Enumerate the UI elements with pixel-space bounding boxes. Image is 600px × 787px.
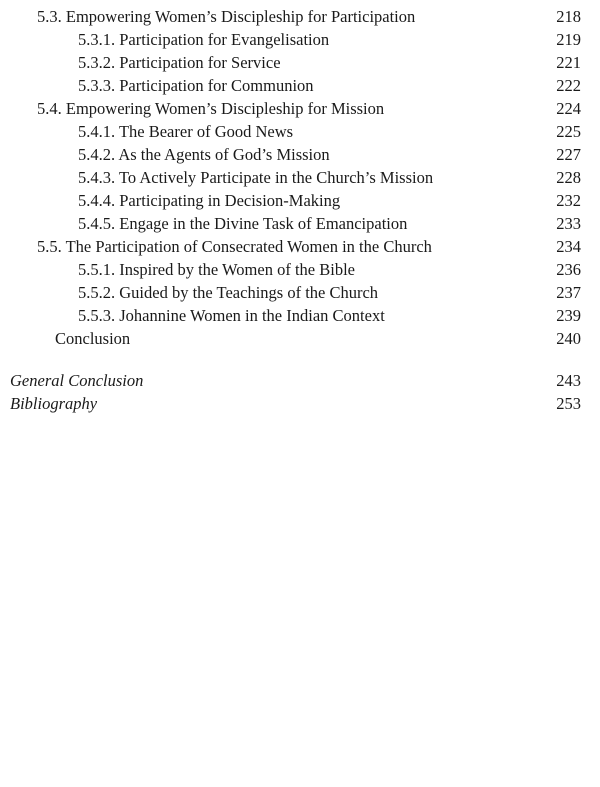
- toc-entry-label: [78, 120, 293, 143]
- toc-entry-label: [78, 212, 407, 235]
- toc-entry-5-3-2[interactable]: [0, 51, 600, 74]
- section-number: 5.5.: [37, 237, 62, 256]
- toc-entry-5-4[interactable]: [0, 97, 600, 120]
- toc-entry-label: [78, 189, 340, 212]
- section-title: To Actively Participate in the Church’s Mission: [118, 168, 434, 187]
- page-number: 222: [556, 76, 581, 95]
- toc-entry-general-conclusion[interactable]: [0, 369, 600, 392]
- section-gap: [0, 350, 600, 369]
- page-number: 224: [556, 99, 581, 118]
- toc-entry-5-5-1[interactable]: [0, 258, 600, 281]
- section-number: 5.4.5.: [78, 214, 116, 233]
- section-title: General Conclusion: [10, 371, 144, 390]
- toc-entry-label: [78, 28, 329, 51]
- toc-entry-label: [78, 258, 355, 281]
- toc-entry-bibliography[interactable]: [0, 392, 600, 415]
- section-title: Participation for Evangelisation: [119, 30, 330, 49]
- section-title: Participation for Service: [119, 53, 281, 72]
- section-number: 5.4.: [37, 99, 62, 118]
- toc-entry-5-5-2[interactable]: [0, 281, 600, 304]
- toc-entry-label: [78, 166, 433, 189]
- section-title: Conclusion: [55, 329, 131, 348]
- toc-entry-5-4-1[interactable]: [0, 120, 600, 143]
- section-number: 5.4.2.: [78, 145, 116, 164]
- toc-entry-5-3[interactable]: [0, 5, 600, 28]
- page-number: 240: [556, 329, 581, 348]
- toc-entry-conclusion[interactable]: [0, 327, 600, 350]
- toc-entry-label: [78, 74, 314, 97]
- section-title: Empowering Women’s Discipleship for Participation: [65, 7, 416, 26]
- toc-entry-5-3-1[interactable]: [0, 28, 600, 51]
- toc-entry-label: [37, 5, 415, 28]
- section-title: Empowering Women’s Discipleship for Mission: [65, 99, 385, 118]
- section-number: 5.5.1.: [78, 260, 116, 279]
- toc-entry-5-5[interactable]: [0, 235, 600, 258]
- table-of-contents: [0, 5, 600, 415]
- toc-entry-5-4-3[interactable]: [0, 166, 600, 189]
- section-title: The Participation of Consecrated Women in the Church: [65, 237, 432, 256]
- section-number: 5.4.4.: [78, 191, 116, 210]
- section-number: 5.4.1.: [78, 122, 116, 141]
- section-title: Johannine Women in the Indian Context: [119, 306, 385, 325]
- section-title: The Bearer of Good News: [118, 122, 294, 141]
- toc-entry-label: [78, 304, 385, 327]
- section-number: 5.4.3.: [78, 168, 116, 187]
- section-title: Participation for Communion: [119, 76, 314, 95]
- section-title: Guided by the Teachings of the Church: [119, 283, 379, 302]
- page-number: 236: [556, 260, 581, 279]
- toc-entry-5-4-2[interactable]: [0, 143, 600, 166]
- section-number: 5.3.2.: [78, 53, 116, 72]
- page-number: 225: [556, 122, 581, 141]
- section-number: 5.5.3.: [78, 306, 116, 325]
- section-number: 5.3.: [37, 7, 62, 26]
- page-number: 233: [556, 214, 581, 233]
- toc-entry-label: [78, 51, 281, 74]
- section-title: Bibliography: [10, 394, 98, 413]
- toc-entry-5-5-3[interactable]: [0, 304, 600, 327]
- page-number: 239: [556, 306, 581, 325]
- toc-entry-label: [78, 143, 330, 166]
- page-number: 232: [556, 191, 581, 210]
- page-number: 221: [556, 53, 581, 72]
- section-title: As the Agents of God’s Mission: [118, 145, 330, 164]
- page-number: 253: [556, 394, 581, 413]
- section-number: 5.3.3.: [78, 76, 116, 95]
- page-number: 237: [556, 283, 581, 302]
- page-number: 218: [556, 7, 581, 26]
- page-number: 219: [556, 30, 581, 49]
- toc-entry-label: [37, 235, 432, 258]
- toc-entry-5-3-3[interactable]: [0, 74, 600, 97]
- page-number: 228: [556, 168, 581, 187]
- section-title: Inspired by the Women of the Bible: [119, 260, 355, 279]
- section-title: Engage in the Divine Task of Emancipation: [119, 214, 408, 233]
- page-number: 227: [556, 145, 581, 164]
- toc-entry-5-4-4[interactable]: [0, 189, 600, 212]
- section-number: 5.5.2.: [78, 283, 116, 302]
- section-number: 5.3.1.: [78, 30, 116, 49]
- page-number: 243: [556, 371, 581, 390]
- toc-entry-label: [78, 281, 378, 304]
- section-title: Participating in Decision-Making: [119, 191, 341, 210]
- toc-entry-5-4-5[interactable]: [0, 212, 600, 235]
- page-number: 234: [556, 237, 581, 256]
- toc-entry-label: [37, 97, 384, 120]
